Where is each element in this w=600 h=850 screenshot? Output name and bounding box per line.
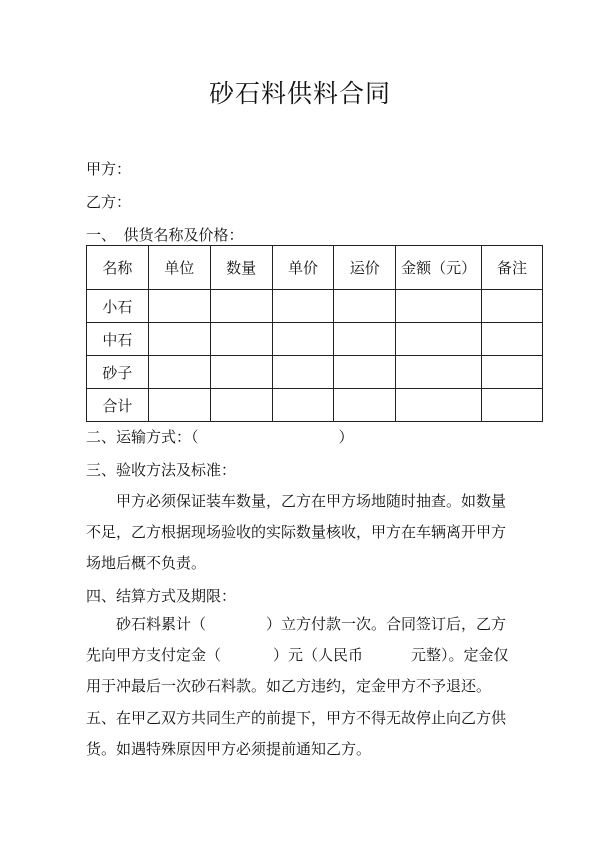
section-5-body: 五、在甲乙双方共同生产的前提下，甲方不得无故停止向乙方供货。如遇特殊原因甲方必须提前通知乙方。 bbox=[86, 709, 507, 758]
table-cell bbox=[148, 356, 210, 389]
table-cell bbox=[482, 356, 543, 389]
table-header-row bbox=[87, 246, 543, 290]
row-name-cell: 砂子 bbox=[87, 356, 149, 389]
table-cell bbox=[210, 323, 272, 356]
contract-title: 砂石料供料合同 bbox=[208, 79, 391, 108]
column-header-unit: 单位 bbox=[148, 246, 210, 290]
section-4-text-1: 砂石料累计（ bbox=[116, 615, 207, 633]
column-header-freight: 运价 bbox=[334, 246, 396, 290]
table-cell bbox=[396, 323, 482, 356]
transport-label: 二、运输方式：（ bbox=[86, 428, 199, 446]
table-row bbox=[87, 389, 543, 422]
party-a-label: 甲方： bbox=[86, 160, 132, 178]
column-header-amount: 金额（元） bbox=[396, 246, 482, 290]
table-cell bbox=[482, 290, 543, 323]
table-cell bbox=[210, 290, 272, 323]
section-3-body bbox=[86, 486, 516, 579]
table-cell bbox=[272, 389, 334, 422]
section-4-heading: 四、结算方式及期限： bbox=[86, 587, 237, 605]
section-4-body bbox=[86, 609, 516, 702]
column-header-name: 名称 bbox=[87, 246, 149, 290]
section-1-heading: 一、 供货名称及价格： bbox=[86, 226, 244, 244]
table-cell bbox=[334, 356, 396, 389]
column-header-quantity: 数量 bbox=[210, 246, 272, 290]
table-cell bbox=[396, 389, 482, 422]
column-header-unit-price: 单价 bbox=[272, 246, 334, 290]
table-cell bbox=[210, 356, 272, 389]
section-4-text-2: ）立方付款一次。合同签订后，乙方先向甲方支付定金（ bbox=[86, 615, 507, 664]
table-cell bbox=[272, 323, 334, 356]
section-4-text-4: 元整）。定金仅用于冲最后一次砂石料款。如乙方违约，定金甲方不予退还。 bbox=[86, 646, 509, 695]
section-2-transport bbox=[86, 426, 354, 447]
transport-close-paren: ） bbox=[338, 428, 354, 446]
table-cell bbox=[272, 356, 334, 389]
table-cell bbox=[482, 389, 543, 422]
party-b-label: 乙方： bbox=[86, 193, 132, 211]
section-3-heading: 三、验收方法及标准： bbox=[86, 461, 237, 479]
row-name-cell: 小石 bbox=[87, 290, 149, 323]
table-cell bbox=[334, 323, 396, 356]
table-cell bbox=[148, 323, 210, 356]
table-row bbox=[87, 323, 543, 356]
section-4-text-3: ）元（人民币 bbox=[273, 646, 364, 664]
section-3-text: 甲方必须保证装车数量，乙方在甲方场地随时抽查。如数量不足，乙方根据现场验收的实际数量核收，甲方在车辆离开甲方场地后概不负责。 bbox=[86, 492, 507, 572]
table-cell bbox=[272, 290, 334, 323]
table-row bbox=[87, 356, 543, 389]
table-cell bbox=[148, 290, 210, 323]
row-name-cell: 中石 bbox=[87, 323, 149, 356]
table-cell bbox=[482, 323, 543, 356]
table-cell bbox=[148, 389, 210, 422]
table-cell bbox=[396, 356, 482, 389]
row-name-cell: 合计 bbox=[87, 389, 149, 422]
table-cell bbox=[210, 389, 272, 422]
price-table bbox=[86, 245, 543, 422]
table-cell bbox=[334, 389, 396, 422]
column-header-remarks: 备注 bbox=[482, 246, 543, 290]
table-cell bbox=[396, 290, 482, 323]
table-row bbox=[87, 290, 543, 323]
table-cell bbox=[334, 290, 396, 323]
